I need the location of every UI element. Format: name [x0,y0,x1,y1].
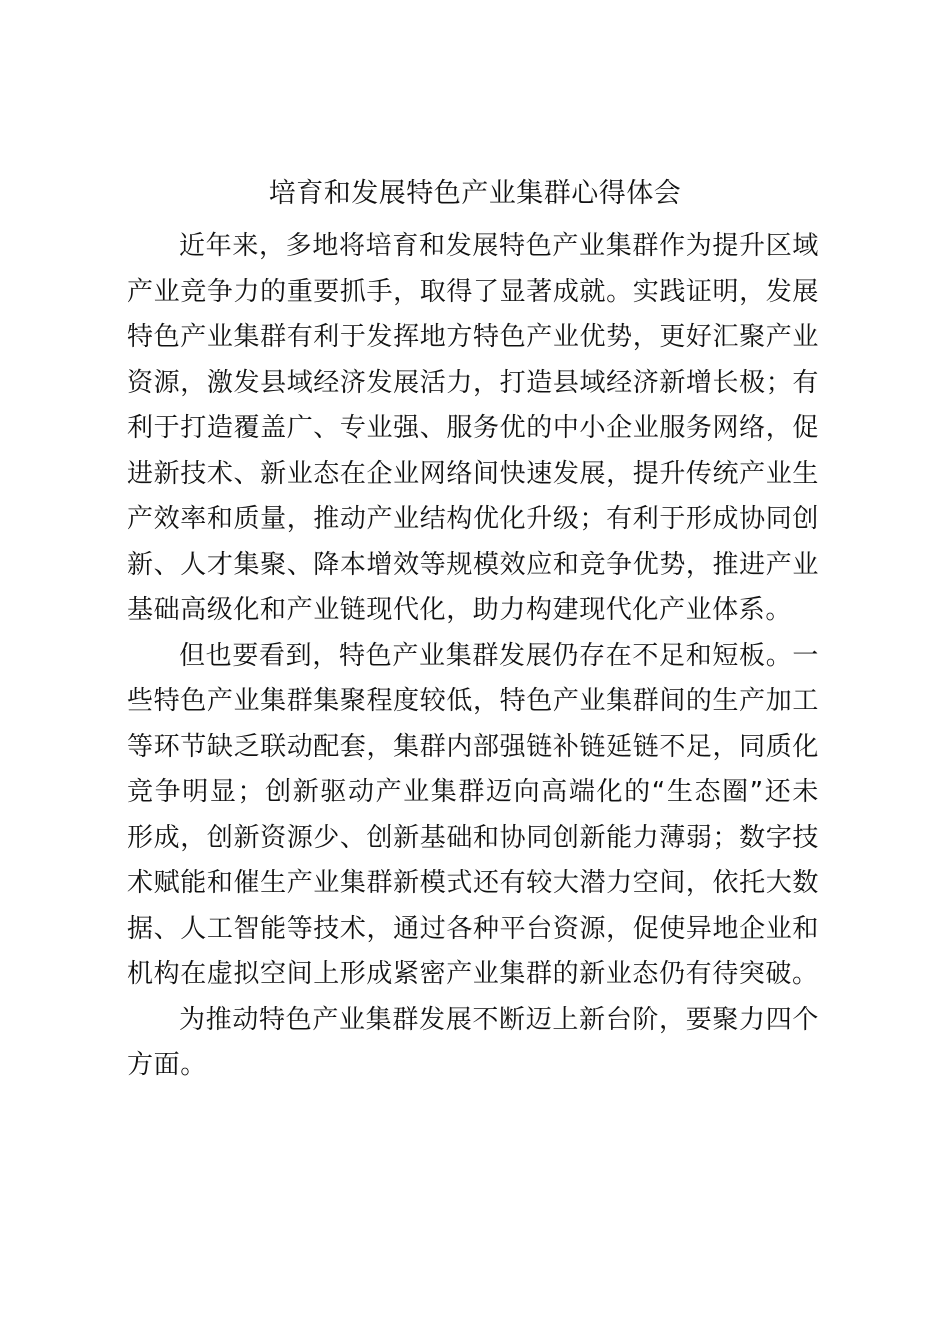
document-title: 培育和发展特色产业集群心得体会 [268,178,682,209]
document-body [127,224,819,1089]
paragraph-2: 但也要看到，特色产业集群发展仍存在不足和短板。一些特色产业集群集聚程度较低，特色产业集群间的生产加工等环节缺乏联动配套，集群内部强链补链延链不足，同质化竞争明显；创新驱动产业集群迈向高端化的“生态圈”还未形成，创新资源少、创新基础和协同创新能力薄弱；数字技术赋能和催生产业集群新模式还有较大潜力空间，依托大数据、人工智能等技术，通过各种平台资源，促使异地企业和机构在虚拟空间上形成紧密产业集群的新业态仍有待突破。 [127,640,819,989]
paragraph-3: 为推动特色产业集群发展不断迈上新台阶，要聚力四个方面。 [127,1004,819,1080]
paragraph-1: 近年来，多地将培育和发展特色产业集群作为提升区域产业竞争力的重要抓手，取得了显著成就。实践证明，发展特色产业集群有利于发挥地方特色产业优势，更好汇聚产业资源，激发县域经济发展活力，打造县域经济新增长极；有利于打造覆盖广、专业强、服务优的中小企业服务网络，促进新技术、新业态在企业网络间快速发展，提升传统产业生产效率和质量，推动产业结构优化升级；有利于形成协同创新、人才集聚、降本增效等规模效应和竞争优势，推进产业基础高级化和产业链现代化，助力构建现代化产业体系。 [127,231,819,625]
